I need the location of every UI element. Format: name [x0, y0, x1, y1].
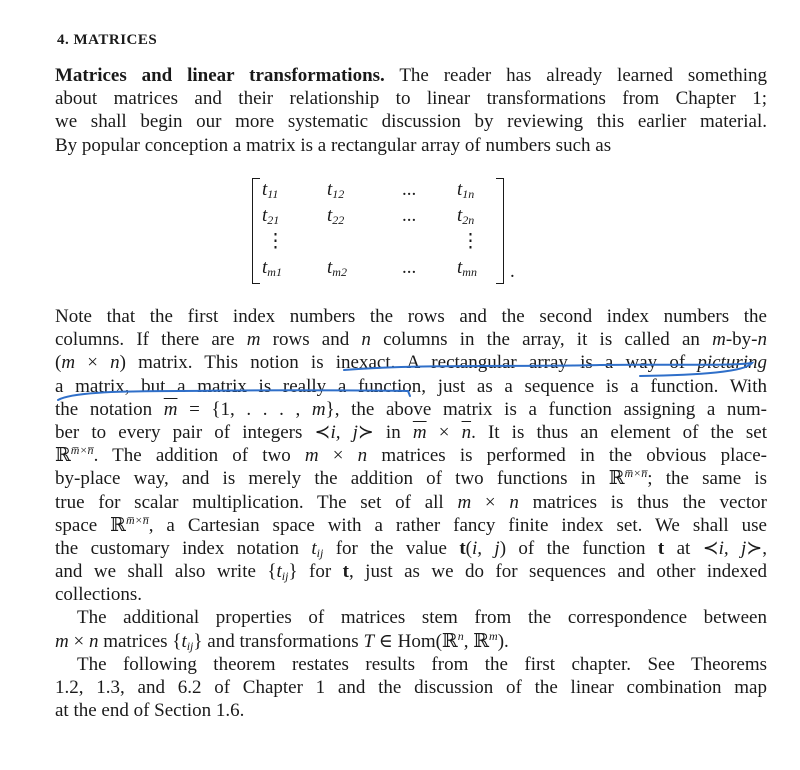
- text-segment: the notation: [55, 398, 164, 420]
- text-line: [55, 537, 767, 560]
- text-segment: matrices {: [98, 630, 182, 652]
- text-segment: about matrices and their relationship to linear transformations from Chapter 1;: [55, 88, 767, 110]
- text-segment: , a Cartesian space with a rather fancy finite index set. We shall use: [148, 514, 767, 536]
- matrix-entry: ⋮: [266, 231, 285, 252]
- text-segment: columns. If there are: [55, 329, 247, 351]
- text-segment: and we shall also write {: [55, 561, 277, 583]
- text-line: [55, 491, 767, 514]
- text-segment: ij: [316, 545, 324, 560]
- text-line: [55, 699, 767, 722]
- text-segment: n: [457, 628, 464, 643]
- text-segment: at the end of Section 1.6.: [55, 700, 245, 722]
- text-segment: The additional properties of matrices stem from the correspondence between: [77, 607, 767, 629]
- matrix-entry: $t_{12}$: [327, 179, 345, 201]
- text-segment: $\overline{m}$: [412, 421, 427, 443]
- text-segment: ×: [68, 630, 89, 652]
- section-heading: 4. MATRICES: [57, 32, 158, 48]
- text-segment: The following theorem restates results from the first chapter. See Theorems: [77, 653, 767, 675]
- text-segment: , just as we do for sequences and other indexed: [348, 561, 767, 583]
- right-bracket: [496, 178, 504, 284]
- text-segment: . It is thus an element of the set: [471, 421, 768, 443]
- matrix-entry: $t_{22}$: [327, 205, 345, 227]
- text-segment: m: [61, 352, 76, 374]
- text-segment: ).: [497, 630, 509, 652]
- text-segment: } and transformations: [193, 630, 364, 652]
- text-segment: true for scalar multiplication. The set of all: [55, 491, 458, 513]
- text-segment: t: [459, 537, 466, 559]
- text-segment: i, j: [472, 537, 500, 559]
- text-segment: ) matrix. This notion is inexact. A rectangular array is a way of: [119, 352, 698, 374]
- text-segment: n: [88, 630, 99, 652]
- text-segment: t: [181, 630, 187, 652]
- text-segment: ) of the function: [499, 537, 658, 559]
- text-line: [55, 64, 767, 87]
- text-line: [55, 676, 767, 699]
- text-segment: ×: [318, 445, 358, 467]
- matrix-period: .: [510, 261, 515, 282]
- text-segment: By popular conception a matrix is a rectangular array of numbers such as: [55, 134, 612, 156]
- paragraph-body: [55, 305, 767, 722]
- text-segment: collections.: [55, 584, 143, 606]
- text-line: [55, 398, 767, 421]
- text-segment: m: [712, 329, 726, 351]
- matrix-entry: ...: [402, 257, 417, 278]
- left-bracket: [252, 178, 260, 284]
- text-line: [55, 375, 767, 398]
- text-segment: ≻,: [746, 537, 767, 559]
- matrix-entry: $t_{mn}$: [457, 257, 477, 279]
- text-segment: m̅×n̅: [624, 466, 648, 481]
- text-segment: ×: [471, 491, 510, 513]
- matrix-entry: ⋮: [461, 231, 480, 252]
- text-segment: ij: [281, 569, 289, 584]
- text-line: [55, 328, 767, 351]
- text-segment: m: [55, 630, 69, 652]
- text-segment: -by-: [725, 329, 758, 351]
- text-segment: matrices is performed in the obvious place-: [367, 445, 767, 467]
- text-segment: . The addition of two: [93, 445, 305, 467]
- text-segment: m̅×n̅: [70, 443, 94, 458]
- matrix-entry: $t_{1n}$: [457, 179, 475, 201]
- text-line: [55, 444, 767, 467]
- text-segment: t: [276, 561, 282, 583]
- text-segment: ij: [186, 638, 194, 653]
- text-segment: $\overline{m}$: [163, 398, 178, 420]
- text-line: [55, 467, 767, 490]
- text-line: [55, 421, 767, 444]
- text-segment: rows and: [260, 329, 362, 351]
- text-segment: i, j: [718, 537, 747, 559]
- matrix-entry: ...: [402, 205, 417, 226]
- text-segment: n: [757, 329, 767, 351]
- text-segment: } for: [288, 561, 343, 583]
- text-segment: n: [361, 329, 371, 351]
- text-segment: = {1, . . . ,: [177, 398, 312, 420]
- text-segment: ≻ in: [357, 421, 413, 443]
- matrix-entry: $t_{11}$: [262, 179, 279, 201]
- text-line: [55, 351, 767, 374]
- text-segment: t: [342, 561, 349, 583]
- text-segment: T: [363, 630, 375, 652]
- text-line: [55, 583, 767, 606]
- text-segment: ∈ Hom(ℝ: [374, 630, 458, 652]
- text-segment: ber to every pair of integers ≺: [55, 421, 331, 443]
- text-segment: t: [657, 537, 665, 559]
- matrix-entry: $t_{m2}$: [327, 257, 347, 279]
- text-line: [55, 606, 767, 629]
- text-segment: matrices is thus the vector: [518, 491, 768, 513]
- text-segment: The reader has already learned something: [384, 65, 768, 86]
- text-line: [55, 305, 767, 328]
- text-line: [55, 514, 767, 537]
- text-segment: space ℝ: [55, 514, 126, 536]
- text-segment: , ℝ: [463, 630, 490, 652]
- matrix-entry: $t_{m1}$: [262, 257, 282, 279]
- text-segment: t: [311, 537, 317, 559]
- text-line: [55, 134, 767, 157]
- matrix-display: [252, 178, 504, 284]
- text-segment: a matrix, but a matrix is really a function, just as a sequence is a function. With: [55, 375, 767, 397]
- text-segment: picturing: [697, 352, 768, 374]
- text-segment: by-place way, and is merely the addition of two functions in ℝ: [55, 468, 625, 490]
- paragraph-intro: [55, 64, 767, 157]
- text-segment: we shall begin our more systematic discussion by reviewing this earlier material.: [55, 111, 767, 133]
- text-line: [55, 110, 767, 133]
- text-segment: (: [55, 352, 62, 374]
- text-segment: m̅×n̅: [125, 512, 149, 527]
- text-segment: 1.2, 1.3, and 6.2 of Chapter 1 and the discussion of the linear combination map: [55, 677, 767, 698]
- text-segment: at ≺: [664, 537, 719, 559]
- text-segment: n: [357, 445, 368, 467]
- matrix-entry: ...: [402, 179, 417, 200]
- text-segment: the customary index notation: [55, 537, 312, 559]
- text-segment: Note that the first index numbers the rows and the second index numbers the: [55, 306, 767, 327]
- text-line: [55, 560, 767, 583]
- text-line: [55, 87, 767, 110]
- text-segment: m: [489, 628, 498, 643]
- text-segment: n: [110, 352, 120, 374]
- text-line: [55, 653, 767, 676]
- matrix-entry: $t_{21}$: [262, 205, 280, 227]
- text-segment: m: [457, 491, 472, 513]
- text-segment: ×: [75, 352, 111, 374]
- text-segment: m: [311, 398, 326, 420]
- text-segment: columns in the array, it is called an: [370, 329, 713, 351]
- text-segment: $\overline{n}$: [461, 421, 472, 443]
- text-segment: m: [246, 329, 261, 351]
- text-segment: ; the same is: [647, 468, 768, 490]
- text-segment: for the value: [323, 537, 460, 559]
- text-segment: Matrices and linear transformations.: [55, 65, 385, 86]
- text-segment: ×: [426, 421, 462, 443]
- text-segment: m: [304, 445, 319, 467]
- text-line: [55, 630, 767, 653]
- matrix-entry: $t_{2n}$: [457, 205, 475, 227]
- text-segment: n: [509, 491, 519, 513]
- text-segment: }, the above matrix is a function assigning a num-: [325, 398, 768, 420]
- text-segment: ℝ: [55, 445, 71, 467]
- text-segment: (: [465, 537, 472, 559]
- text-segment: i, j: [330, 421, 358, 443]
